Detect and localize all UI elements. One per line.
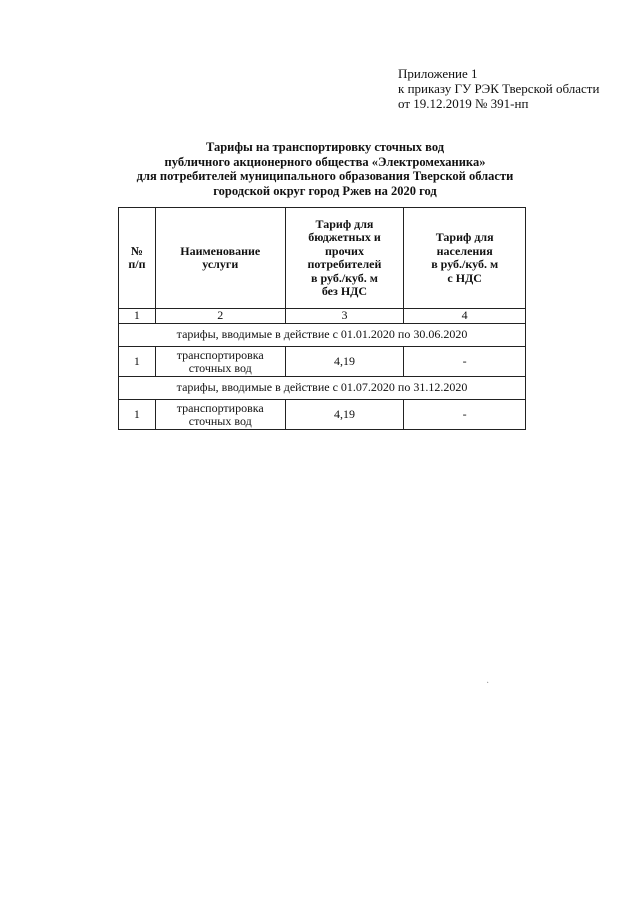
row-tariff-other: 4,19	[285, 347, 404, 377]
period-row	[119, 324, 526, 347]
row-number: 1	[119, 347, 156, 377]
annex-line-3: от 19.12.2019 № 391-нп	[398, 96, 529, 111]
period-label: тарифы, вводимые в действие с 01.01.2020 по 30.06.2020	[119, 324, 526, 347]
table-row	[119, 347, 526, 377]
row-service: транспортировка сточных вод	[155, 347, 285, 377]
column-number: 3	[285, 309, 404, 324]
row-tariff-other: 4,19	[285, 400, 404, 430]
column-number: 2	[155, 309, 285, 324]
column-number: 4	[404, 309, 526, 324]
title-line-3: для потребителей муниципального образования Тверской области	[136, 169, 514, 183]
title-line-2: публичного акционерного общества «Электромеханика»	[164, 154, 486, 169]
annex-block	[398, 66, 599, 111]
period-row	[119, 377, 526, 400]
title-line-1: Тарифы на транспортировку сточных вод	[205, 140, 445, 154]
document-title	[120, 140, 530, 198]
column-number-row	[119, 309, 526, 324]
tariff-table	[118, 207, 526, 430]
table-row	[119, 400, 526, 430]
row-service: транспортировка сточных вод	[155, 400, 285, 430]
header-service: Наименование услуги	[155, 208, 285, 309]
period-label: тарифы, вводимые в действие с 01.07.2020 по 31.12.2020	[119, 377, 526, 400]
annex-line-1: Приложение 1	[398, 66, 478, 81]
row-tariff-population: -	[404, 347, 526, 377]
annex-line-2: к приказу ГУ РЭК Тверской области	[398, 81, 600, 96]
header-number: № п/п	[119, 208, 156, 309]
header-tariff-population: Тариф для населения в руб./куб. м с НДС	[404, 208, 526, 309]
row-number: 1	[119, 400, 156, 430]
title-line-4: городской округ город Ржев на 2020 год	[213, 183, 437, 198]
column-number: 1	[119, 309, 156, 324]
table-header-row	[119, 208, 526, 309]
row-tariff-population: -	[404, 400, 526, 430]
header-tariff-other: Тариф для бюджетных и прочих потребителей в руб./куб. м без НДС	[285, 208, 404, 309]
scan-artifact: ·	[486, 678, 490, 689]
